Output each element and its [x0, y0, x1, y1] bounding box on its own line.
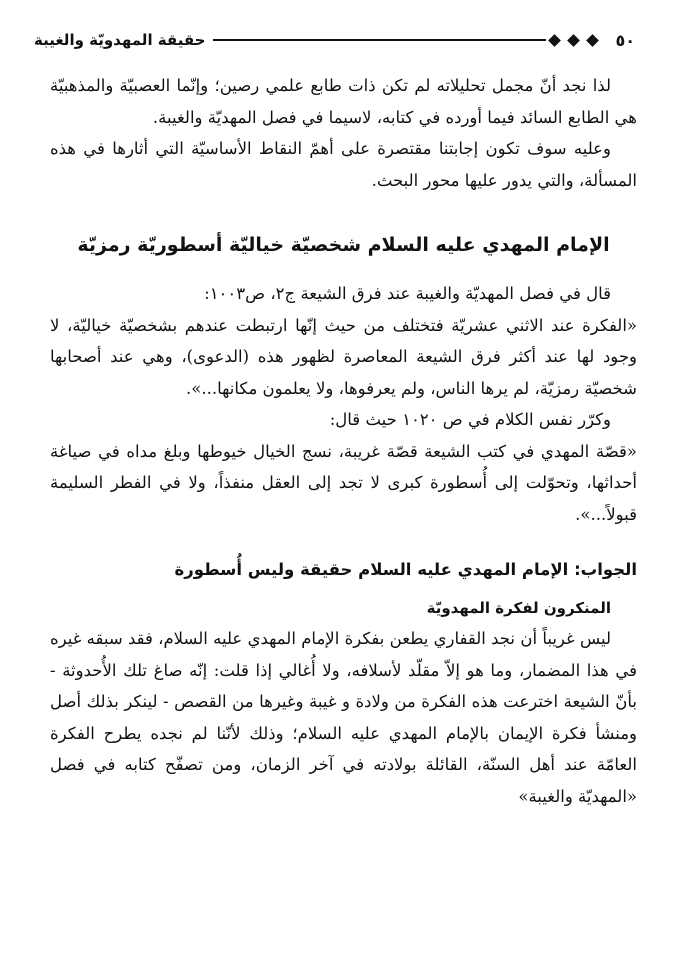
paragraph-3: قال في فصل المهديّة والغيبة عند فرق الشيعة ج٢، ص١٠٠٣:	[204, 284, 611, 303]
header-rule	[213, 36, 597, 45]
page-header	[34, 28, 635, 52]
subheading: المنكرون لفكرة المهدويّة	[426, 599, 611, 617]
running-title: حقيقة المهدويّة والغيبة	[34, 31, 206, 49]
diamond-ornament-icon	[550, 36, 597, 45]
paragraph-7: ليس غريباً أن نجد القفاري يطعن بفكرة الإمام المهدي عليه السلام، فقد سبقه غيره في هذا المضمار، وما هو إلاّ مقلّد لأسلافه، ولا أُغالي إذا قلت: إنّه صاغ تلك الأُحدوثة - بأنّ الشيعة اخترعت هذه الفكرة من ولادة و غيبة وغيرها من القصص - لينكر بذلك أصل ومنشأ فكرة الإيمان بالإمام المهدي عليه السلام؛ وذلك لأنّنا لم نجده يطرح الفكرة العامّة عند أهل السنّة، القائلة بولادته في آخر الزمان، ومن تصفّح كتابه في فصل «المهديّة والغيبة»	[50, 629, 637, 806]
quote-2: «قصّة المهدي في كتب الشيعة قصّة غريبة، نسج الخيال خيوطها وبلغ مداه في صياغة أحداثها، وتحوّلت إلى أُسطورة كبرى لا تجد إلى العقل منفذاً، ولا في الفطر السليمة قبولاً...».	[50, 441, 637, 524]
paragraph-2: وعليه سوف تكون إجابتنا مقتصرة على أهمّ النقاط الأساسيّة التي أثارها في هذه المسألة، والتي يدور عليها محور البحث.	[50, 139, 637, 190]
quote-1: «الفكرة عند الاثني عشريّة فتختلف من حيث إنّها ارتبطت عندهم بشخصيّة خياليّة، لا وجود لها عند أكثر فرق الشيعة المعاصرة لظهور هذه (الدعوى)، وهي عند أصحابها شخصيّة رمزيّة، لم يرها الناس، ولم يعرفوها، ولا يعلمون مكانها...».	[50, 315, 637, 398]
page-number: ٥٠	[615, 30, 635, 50]
paragraph-1: لذا نجد أنّ مجمل تحليلاته لم تكن ذات طابع علمي رصين؛ وإنّما العصبيّة والمذهبيّة هي الطابع السائد فيما أورده في كتابه، لاسيما في فصل المهديّة والغيبة.	[50, 76, 637, 127]
section-heading-1: الإمام المهدي عليه السلام شخصيّة خياليّة أسطوريّة رمزيّة	[77, 234, 610, 256]
page-body	[50, 70, 637, 812]
section-heading-2: الجواب: الإمام المهدي عليه السلام حقيقة وليس أُسطورة	[174, 560, 637, 579]
paragraph-5: وكرّر نفس الكلام في ص ١٠٢٠ حيث قال:	[329, 410, 611, 429]
